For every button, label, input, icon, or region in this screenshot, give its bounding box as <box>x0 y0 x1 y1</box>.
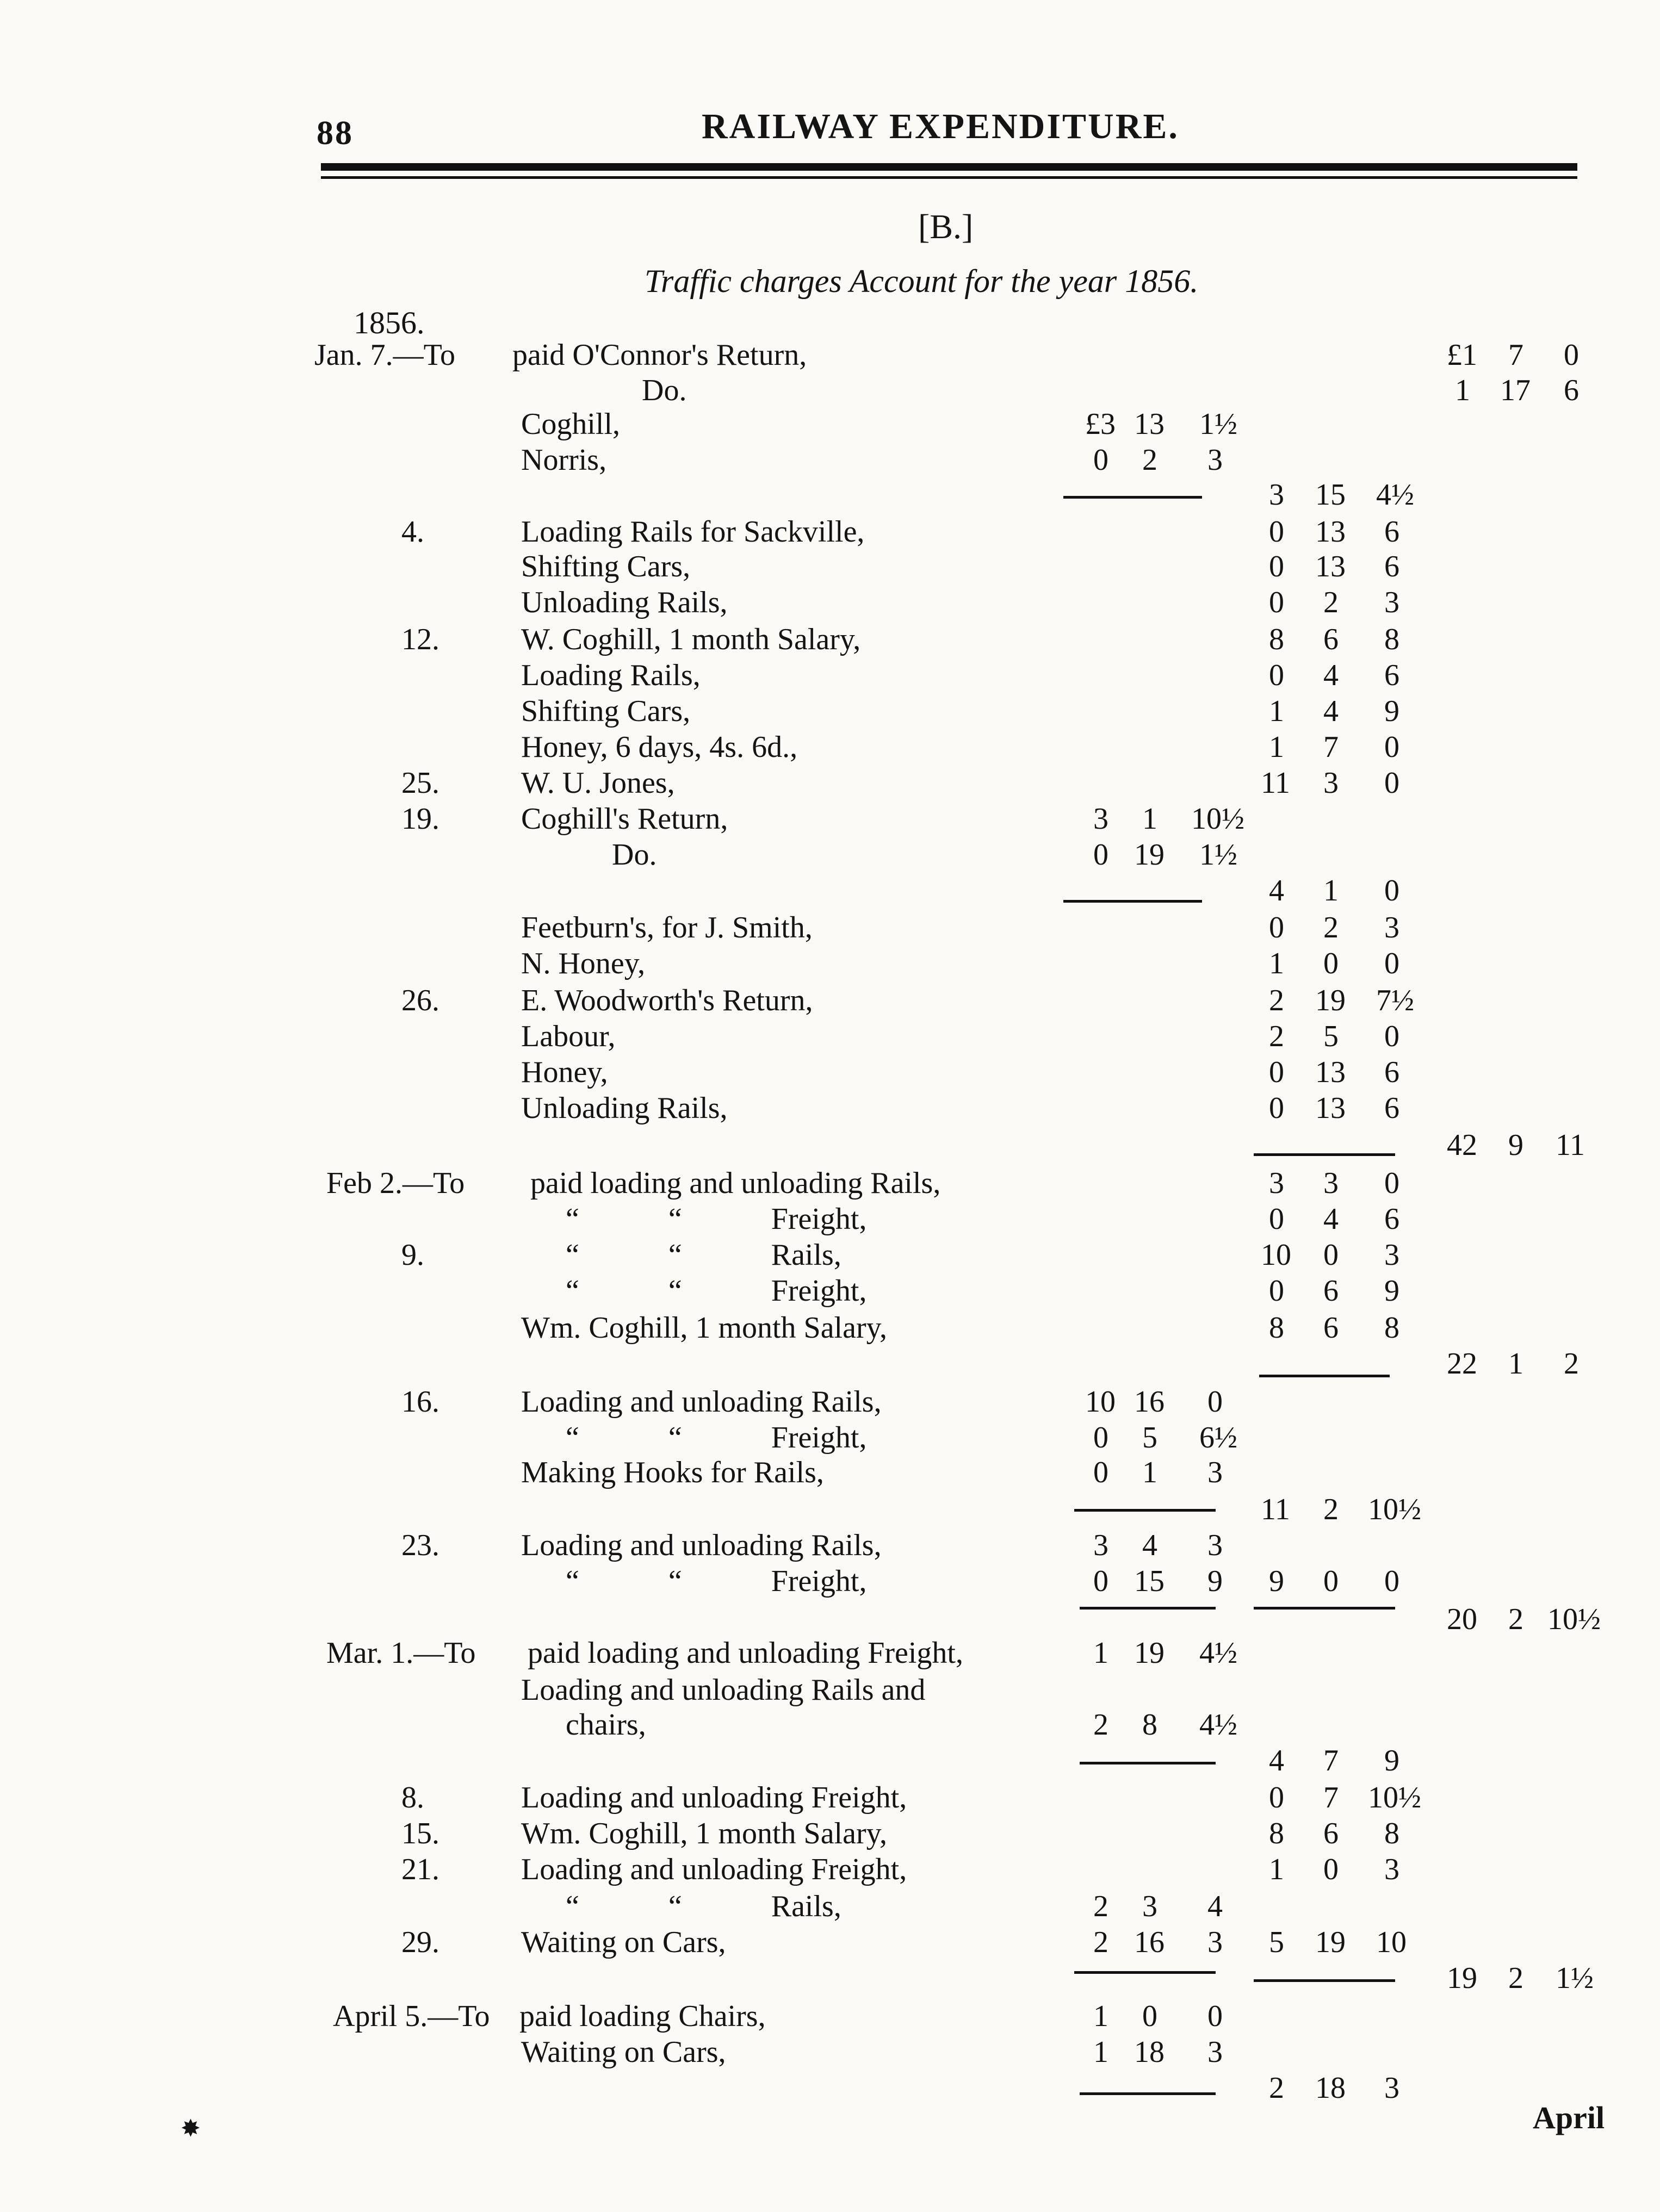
amount-shillings: 3 <box>1323 766 1339 800</box>
sum-rule <box>1063 900 1202 903</box>
header-rule-thin <box>321 176 1577 179</box>
amount-pence: 3 <box>1207 1456 1223 1489</box>
amount-pence: 1½ <box>1199 407 1237 441</box>
amount-shillings: 19 <box>1134 1636 1165 1670</box>
amount-pence: 3 <box>1207 2035 1223 2069</box>
amount-shillings: 7 <box>1508 338 1523 372</box>
amount-pounds: 0 <box>1269 911 1284 945</box>
amount-shillings: 6 <box>1323 1817 1339 1850</box>
amount-pence: 9 <box>1207 1564 1223 1598</box>
entry-description: Shifting Cars, <box>521 694 691 728</box>
amount-pounds: 9 <box>1269 1564 1284 1598</box>
entry-description: Loading and unloading Rails, <box>521 1528 882 1562</box>
amount-pence: 6 <box>1384 515 1399 549</box>
amount-pence: 10½ <box>1368 1493 1421 1526</box>
amount-pounds: 1 <box>1093 1999 1108 2033</box>
amount-pence: 3 <box>1384 1853 1399 1886</box>
amount-shillings: 2 <box>1323 1493 1339 1526</box>
amount-pounds: 0 <box>1093 443 1108 477</box>
amount-pence: 1½ <box>1556 1961 1594 1995</box>
entry-description: Making Hooks for Rails, <box>521 1456 824 1489</box>
entry-date: Mar. 1.—To <box>326 1636 476 1670</box>
table-caption: Traffic charges Account for the year 1856. <box>645 263 1199 299</box>
amount-pounds: 1 <box>1093 2035 1108 2069</box>
amount-shillings: 4 <box>1323 1202 1339 1236</box>
amount-pounds: 3 <box>1093 802 1108 836</box>
entry-description: paid loading and unloading Freight, <box>528 1636 963 1670</box>
entry-date: 21. <box>401 1853 439 1886</box>
amount-pence: 10 <box>1376 1925 1407 1959</box>
amount-shillings: 4 <box>1323 658 1339 692</box>
entry-description: W. U. Jones, <box>521 766 675 800</box>
entry-description: Loading Rails for Sackville, <box>521 515 865 549</box>
entry-description: Waiting on Cars, <box>521 2035 726 2069</box>
entry-description: Coghill, <box>521 407 621 441</box>
sum-rule <box>1080 1762 1216 1764</box>
running-title: RAILWAY EXPENDITURE. <box>702 107 1179 146</box>
amount-shillings: 4 <box>1323 694 1339 728</box>
amount-pence: 3 <box>1207 1528 1223 1562</box>
amount-pounds: 1 <box>1269 694 1284 728</box>
amount-pence: 0 <box>1564 338 1579 372</box>
ink-blot: ✸ <box>181 2115 201 2142</box>
amount-pounds: 10 <box>1085 1385 1116 1419</box>
header-rule <box>321 163 1577 171</box>
sum-rule <box>1074 1971 1216 1974</box>
amount-pence: 10½ <box>1191 802 1244 836</box>
amount-pence: 2 <box>1564 1347 1579 1381</box>
amount-shillings: 6 <box>1323 1311 1339 1345</box>
amount-shillings: 13 <box>1315 515 1346 549</box>
amount-shillings: 18 <box>1134 2035 1165 2069</box>
amount-pounds: 20 <box>1447 1602 1477 1636</box>
page-number: 88 <box>317 115 354 152</box>
amount-pounds: 11 <box>1261 1493 1290 1526</box>
entry-description: Coghill's Return, <box>521 802 728 836</box>
amount-pounds: 0 <box>1269 515 1284 549</box>
amount-pounds: 0 <box>1093 1564 1108 1598</box>
amount-pounds: 2 <box>1093 1708 1108 1742</box>
entry-description: Unloading Rails, <box>521 586 728 619</box>
amount-shillings: 7 <box>1323 1781 1339 1815</box>
sum-rule <box>1259 1375 1390 1377</box>
amount-pence: 3 <box>1207 443 1223 477</box>
amount-pence: 9 <box>1384 1274 1399 1308</box>
entry-description: paid O'Connor's Return, <box>512 338 807 372</box>
entry-description: “ “ Freight, <box>566 1564 867 1598</box>
ledger-year: 1856. <box>354 305 425 340</box>
amount-pence: 0 <box>1384 947 1399 980</box>
amount-pounds: 3 <box>1093 1528 1108 1562</box>
amount-pounds: 1 <box>1269 947 1284 980</box>
amount-pence: 1½ <box>1199 838 1237 872</box>
entry-date: 9. <box>401 1238 424 1272</box>
amount-shillings: 19 <box>1134 838 1165 872</box>
entry-description: “ “ Freight, <box>566 1421 867 1455</box>
amount-pounds: 5 <box>1269 1925 1284 1959</box>
entry-description: “ “ Rails, <box>566 1890 841 1923</box>
amount-shillings: 6 <box>1323 623 1339 656</box>
entry-description: Norris, <box>521 443 607 477</box>
amount-pounds: 1 <box>1269 730 1284 764</box>
amount-pounds: 3 <box>1269 1166 1284 1200</box>
amount-shillings: 13 <box>1315 1055 1346 1089</box>
catchword: April <box>1533 2100 1605 2135</box>
amount-pence: 10½ <box>1547 1602 1601 1636</box>
amount-pounds: 1 <box>1269 1853 1284 1886</box>
amount-shillings: 0 <box>1323 1238 1339 1272</box>
amount-pounds: 4 <box>1269 874 1284 908</box>
entry-description: Unloading Rails, <box>521 1091 728 1125</box>
amount-pounds: £3 <box>1085 407 1116 441</box>
entry-description: Shifting Cars, <box>521 550 691 583</box>
amount-shillings: 2 <box>1508 1602 1523 1636</box>
amount-pounds: 3 <box>1269 478 1284 512</box>
amount-pence: 8 <box>1384 1311 1399 1345</box>
sum-rule <box>1063 496 1202 499</box>
section-label: [B.] <box>918 207 974 246</box>
amount-shillings: 2 <box>1142 443 1157 477</box>
amount-pence: 10½ <box>1368 1781 1421 1815</box>
sum-rule <box>1080 1607 1216 1610</box>
amount-pence: 0 <box>1384 1166 1399 1200</box>
amount-shillings: 5 <box>1323 1020 1339 1053</box>
entry-description: Labour, <box>521 1020 616 1053</box>
sum-rule <box>1254 1607 1395 1610</box>
amount-shillings: 0 <box>1142 1999 1157 2033</box>
amount-shillings: 19 <box>1315 1925 1346 1959</box>
entry-description: “ “ Freight, <box>566 1202 867 1236</box>
amount-pounds: 10 <box>1261 1238 1291 1272</box>
sum-rule <box>1254 1153 1395 1156</box>
amount-pounds: 22 <box>1447 1347 1477 1381</box>
entry-description: Loading and unloading Freight, <box>521 1853 907 1886</box>
amount-pounds: 2 <box>1093 1925 1108 1959</box>
entry-description: W. Coghill, 1 month Salary, <box>521 623 861 656</box>
amount-shillings: 9 <box>1508 1128 1523 1162</box>
amount-pence: 9 <box>1384 1744 1399 1778</box>
entry-date: 8. <box>401 1781 424 1815</box>
amount-pence: 6 <box>1384 1055 1399 1089</box>
amount-pence: 3 <box>1384 911 1399 945</box>
amount-pence: 11 <box>1556 1128 1585 1162</box>
amount-pence: 6 <box>1384 658 1399 692</box>
amount-pence: 7½ <box>1376 984 1414 1017</box>
amount-shillings: 4 <box>1142 1528 1157 1562</box>
amount-pounds: 2 <box>1093 1890 1108 1923</box>
amount-shillings: 1 <box>1142 802 1157 836</box>
amount-pence: 6 <box>1384 1202 1399 1236</box>
entry-description: Do. <box>612 838 657 872</box>
amount-pence: 0 <box>1384 1020 1399 1053</box>
amount-shillings: 15 <box>1134 1564 1165 1598</box>
entry-description: Loading and unloading Rails and <box>521 1673 926 1707</box>
amount-pounds: 0 <box>1093 1421 1108 1455</box>
amount-pence: 0 <box>1384 874 1399 908</box>
amount-pounds: 0 <box>1269 1202 1284 1236</box>
amount-pence: 8 <box>1384 623 1399 656</box>
entry-description: N. Honey, <box>521 947 646 980</box>
amount-pounds: 0 <box>1093 838 1108 872</box>
amount-pounds: 0 <box>1269 1091 1284 1125</box>
entry-description: chairs, <box>566 1708 646 1742</box>
sum-rule <box>1074 1509 1216 1512</box>
amount-shillings: 16 <box>1134 1385 1165 1419</box>
amount-pence: 6½ <box>1199 1421 1237 1455</box>
entry-description: Loading and unloading Rails, <box>521 1385 882 1419</box>
entry-description: “ “ Rails, <box>566 1238 841 1272</box>
amount-pounds: 19 <box>1447 1961 1477 1995</box>
entry-date: 4. <box>401 515 424 549</box>
entry-description: paid loading Chairs, <box>519 1999 766 2033</box>
entry-description: Feetburn's, for J. Smith, <box>521 911 813 945</box>
entry-description: Honey, 6 days, 4s. 6d., <box>521 730 798 764</box>
amount-pence: 6 <box>1564 374 1579 407</box>
amount-shillings: 16 <box>1134 1925 1165 1959</box>
amount-shillings: 17 <box>1500 374 1531 407</box>
amount-shillings: 19 <box>1315 984 1346 1017</box>
entry-description: Waiting on Cars, <box>521 1925 726 1959</box>
entry-description: Loading Rails, <box>521 658 701 692</box>
amount-pounds: 0 <box>1269 1781 1284 1815</box>
amount-pounds: 8 <box>1269 1817 1284 1850</box>
amount-shillings: 18 <box>1315 2071 1346 2105</box>
entry-date: April 5.—To <box>333 1999 490 2033</box>
amount-pounds: 0 <box>1269 658 1284 692</box>
entry-description: Wm. Coghill, 1 month Salary, <box>521 1311 887 1345</box>
amount-shillings: 2 <box>1323 586 1339 619</box>
amount-shillings: 7 <box>1323 730 1339 764</box>
amount-shillings: 0 <box>1323 1853 1339 1886</box>
amount-pence: 9 <box>1384 694 1399 728</box>
amount-shillings: 3 <box>1142 1890 1157 1923</box>
amount-pounds: £1 <box>1447 338 1477 372</box>
entry-description: E. Woodworth's Return, <box>521 984 813 1017</box>
entry-date: 15. <box>401 1817 439 1850</box>
amount-pounds: 0 <box>1269 586 1284 619</box>
amount-shillings: 1 <box>1323 874 1339 908</box>
entry-description: Wm. Coghill, 1 month Salary, <box>521 1817 887 1850</box>
amount-pounds: 4 <box>1269 1744 1284 1778</box>
amount-pence: 6 <box>1384 550 1399 583</box>
amount-pounds: 0 <box>1093 1456 1108 1489</box>
amount-pounds: 2 <box>1269 1020 1284 1053</box>
amount-shillings: 1 <box>1142 1456 1157 1489</box>
amount-pence: 3 <box>1207 1925 1223 1959</box>
amount-shillings: 2 <box>1508 1961 1523 1995</box>
amount-pence: 6 <box>1384 1091 1399 1125</box>
entry-date: 26. <box>401 984 439 1017</box>
sum-rule <box>1254 1979 1395 1982</box>
amount-pounds: 0 <box>1269 1274 1284 1308</box>
amount-pence: 0 <box>1384 730 1399 764</box>
amount-pence: 3 <box>1384 2071 1399 2105</box>
amount-shillings: 6 <box>1323 1274 1339 1308</box>
entry-description: Do. <box>642 374 687 407</box>
amount-shillings: 13 <box>1315 550 1346 583</box>
entry-date: 19. <box>401 802 439 836</box>
amount-shillings: 13 <box>1315 1091 1346 1125</box>
entry-date: Feb 2.—To <box>326 1166 465 1200</box>
entry-date: 23. <box>401 1528 439 1562</box>
amount-pounds: 2 <box>1269 984 1284 1017</box>
amount-pounds: 0 <box>1269 550 1284 583</box>
entry-date: 12. <box>401 623 439 656</box>
amount-shillings: 2 <box>1323 911 1339 945</box>
amount-pence: 3 <box>1384 586 1399 619</box>
amount-pence: 4 <box>1207 1890 1223 1923</box>
amount-pence: 4½ <box>1376 478 1414 512</box>
amount-pounds: 8 <box>1269 1311 1284 1345</box>
entry-date: 25. <box>401 766 439 800</box>
amount-shillings: 8 <box>1142 1708 1157 1742</box>
amount-shillings: 13 <box>1134 407 1165 441</box>
amount-pounds: 2 <box>1269 2071 1284 2105</box>
entry-date: 29. <box>401 1925 439 1959</box>
amount-pence: 0 <box>1207 1385 1223 1419</box>
amount-shillings: 5 <box>1142 1421 1157 1455</box>
amount-pence: 8 <box>1384 1817 1399 1850</box>
entry-description: Loading and unloading Freight, <box>521 1781 907 1815</box>
entry-description: Honey, <box>521 1055 608 1089</box>
amount-pence: 0 <box>1384 1564 1399 1598</box>
amount-shillings: 7 <box>1323 1744 1339 1778</box>
amount-pounds: 42 <box>1447 1128 1477 1162</box>
amount-shillings: 15 <box>1315 478 1346 512</box>
amount-shillings: 0 <box>1323 1564 1339 1598</box>
entry-date: Jan. 7.—To <box>314 338 455 372</box>
amount-pounds: 11 <box>1261 766 1290 800</box>
amount-shillings: 0 <box>1323 947 1339 980</box>
amount-pounds: 1 <box>1093 1636 1108 1670</box>
sum-rule <box>1080 2092 1216 2095</box>
amount-pounds: 1 <box>1455 374 1470 407</box>
amount-shillings: 3 <box>1323 1166 1339 1200</box>
amount-pence: 4½ <box>1199 1636 1237 1670</box>
amount-pounds: 0 <box>1269 1055 1284 1089</box>
amount-pounds: 8 <box>1269 623 1284 656</box>
amount-pence: 4½ <box>1199 1708 1237 1742</box>
entry-description: “ “ Freight, <box>566 1274 867 1308</box>
amount-shillings: 1 <box>1508 1347 1523 1381</box>
amount-pence: 3 <box>1384 1238 1399 1272</box>
entry-date: 16. <box>401 1385 439 1419</box>
amount-pence: 0 <box>1384 766 1399 800</box>
amount-pence: 0 <box>1207 1999 1223 2033</box>
entry-description: paid loading and unloading Rails, <box>530 1166 941 1200</box>
